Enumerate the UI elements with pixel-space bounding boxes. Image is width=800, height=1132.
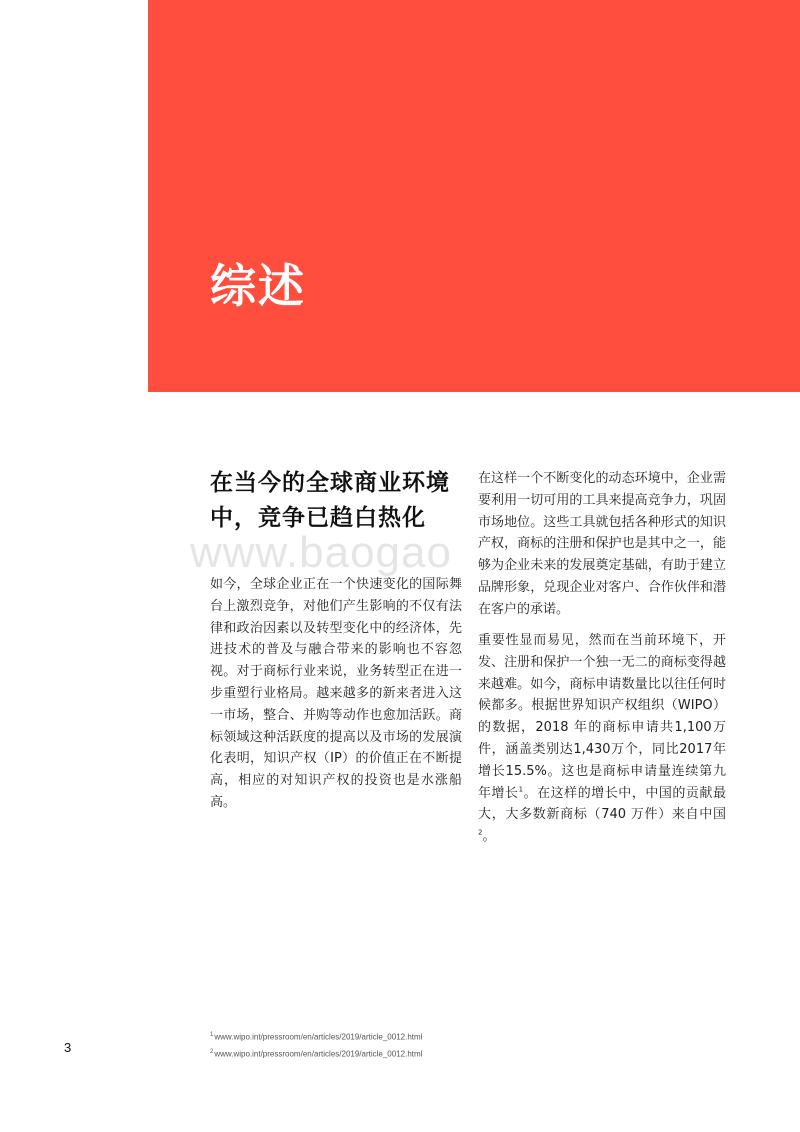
footnote-ref-1: 1 <box>518 785 524 794</box>
left-column-paragraph: 如今，全球企业正在一个快速变化的国际舞台上激烈竞争，对他们产生影响的不仅有法律和政治因素以及转型变化中的经济体，先进技术的普及与融合带来的影响也不容忽视。对于商标行业来说，业务转型正在进一步重塑行业格局。越来越多的新来者进入这一市场，整合、并购等动作也愈加活跃。商标领域这种活跃度的提高以及市场的发展演化表明，知识产权（IP）的价值正在不断提高，相应的对知识产权的投资也是水涨船高。 <box>210 577 462 810</box>
page-title: 综述 <box>210 259 306 313</box>
watermark: www.baogao <box>190 528 452 577</box>
page-number: 3 <box>64 1040 72 1055</box>
footnote-1-link[interactable]: www.wipo.int/pressroom/en/articles/2019/article_0012.html <box>214 1032 423 1042</box>
hero-banner <box>148 0 800 392</box>
paragraph-2-part-b: 。在这样的增长中，中国的贡献最大，大多数新商标（740 万件）来自中国 <box>478 785 726 823</box>
footnote-1 <box>210 1032 422 1042</box>
right-column-paragraph-2 <box>478 630 726 848</box>
paragraph-2-part-a: 重要性显而易见，然而在当前环境下，开发、注册和保护一个独一无二的商标变得越来越难。如今，商标申请数量比以往任何时候都多。根据世界知识产权组织（WIPO）的数据，2018 年的商标申请共1,100万件，涵盖类别达1,430万个，同比2017年增长15.5%。这也是商标申请量连续第九年增长 <box>478 633 726 801</box>
section-headline: 在当今的全球商业环境中，竞争已趋白热化 <box>210 470 450 531</box>
paragraph-2-part-c: 。 <box>482 829 496 845</box>
footnote-1-mark: 1 <box>210 1032 214 1038</box>
footnote-ref-2: 2 <box>478 828 483 837</box>
footnote-2-mark: 2 <box>210 1049 214 1055</box>
right-column-paragraph-1: 在这样一个不断变化的动态环境中，企业需要利用一切可用的工具来提高竞争力，巩固市场地位。这些工具就包括各种形式的知识产权，商标的注册和保护也是其中之一，能够为企业未来的发展奠定基础，有助于建立品牌形象，兑现企业对客户、合作伙伴和潜在客户的承诺。 <box>478 471 726 617</box>
footnote-2 <box>210 1049 422 1059</box>
footnote-2-link[interactable]: www.wipo.int/pressroom/en/articles/2019/article_0012.html <box>214 1049 423 1059</box>
